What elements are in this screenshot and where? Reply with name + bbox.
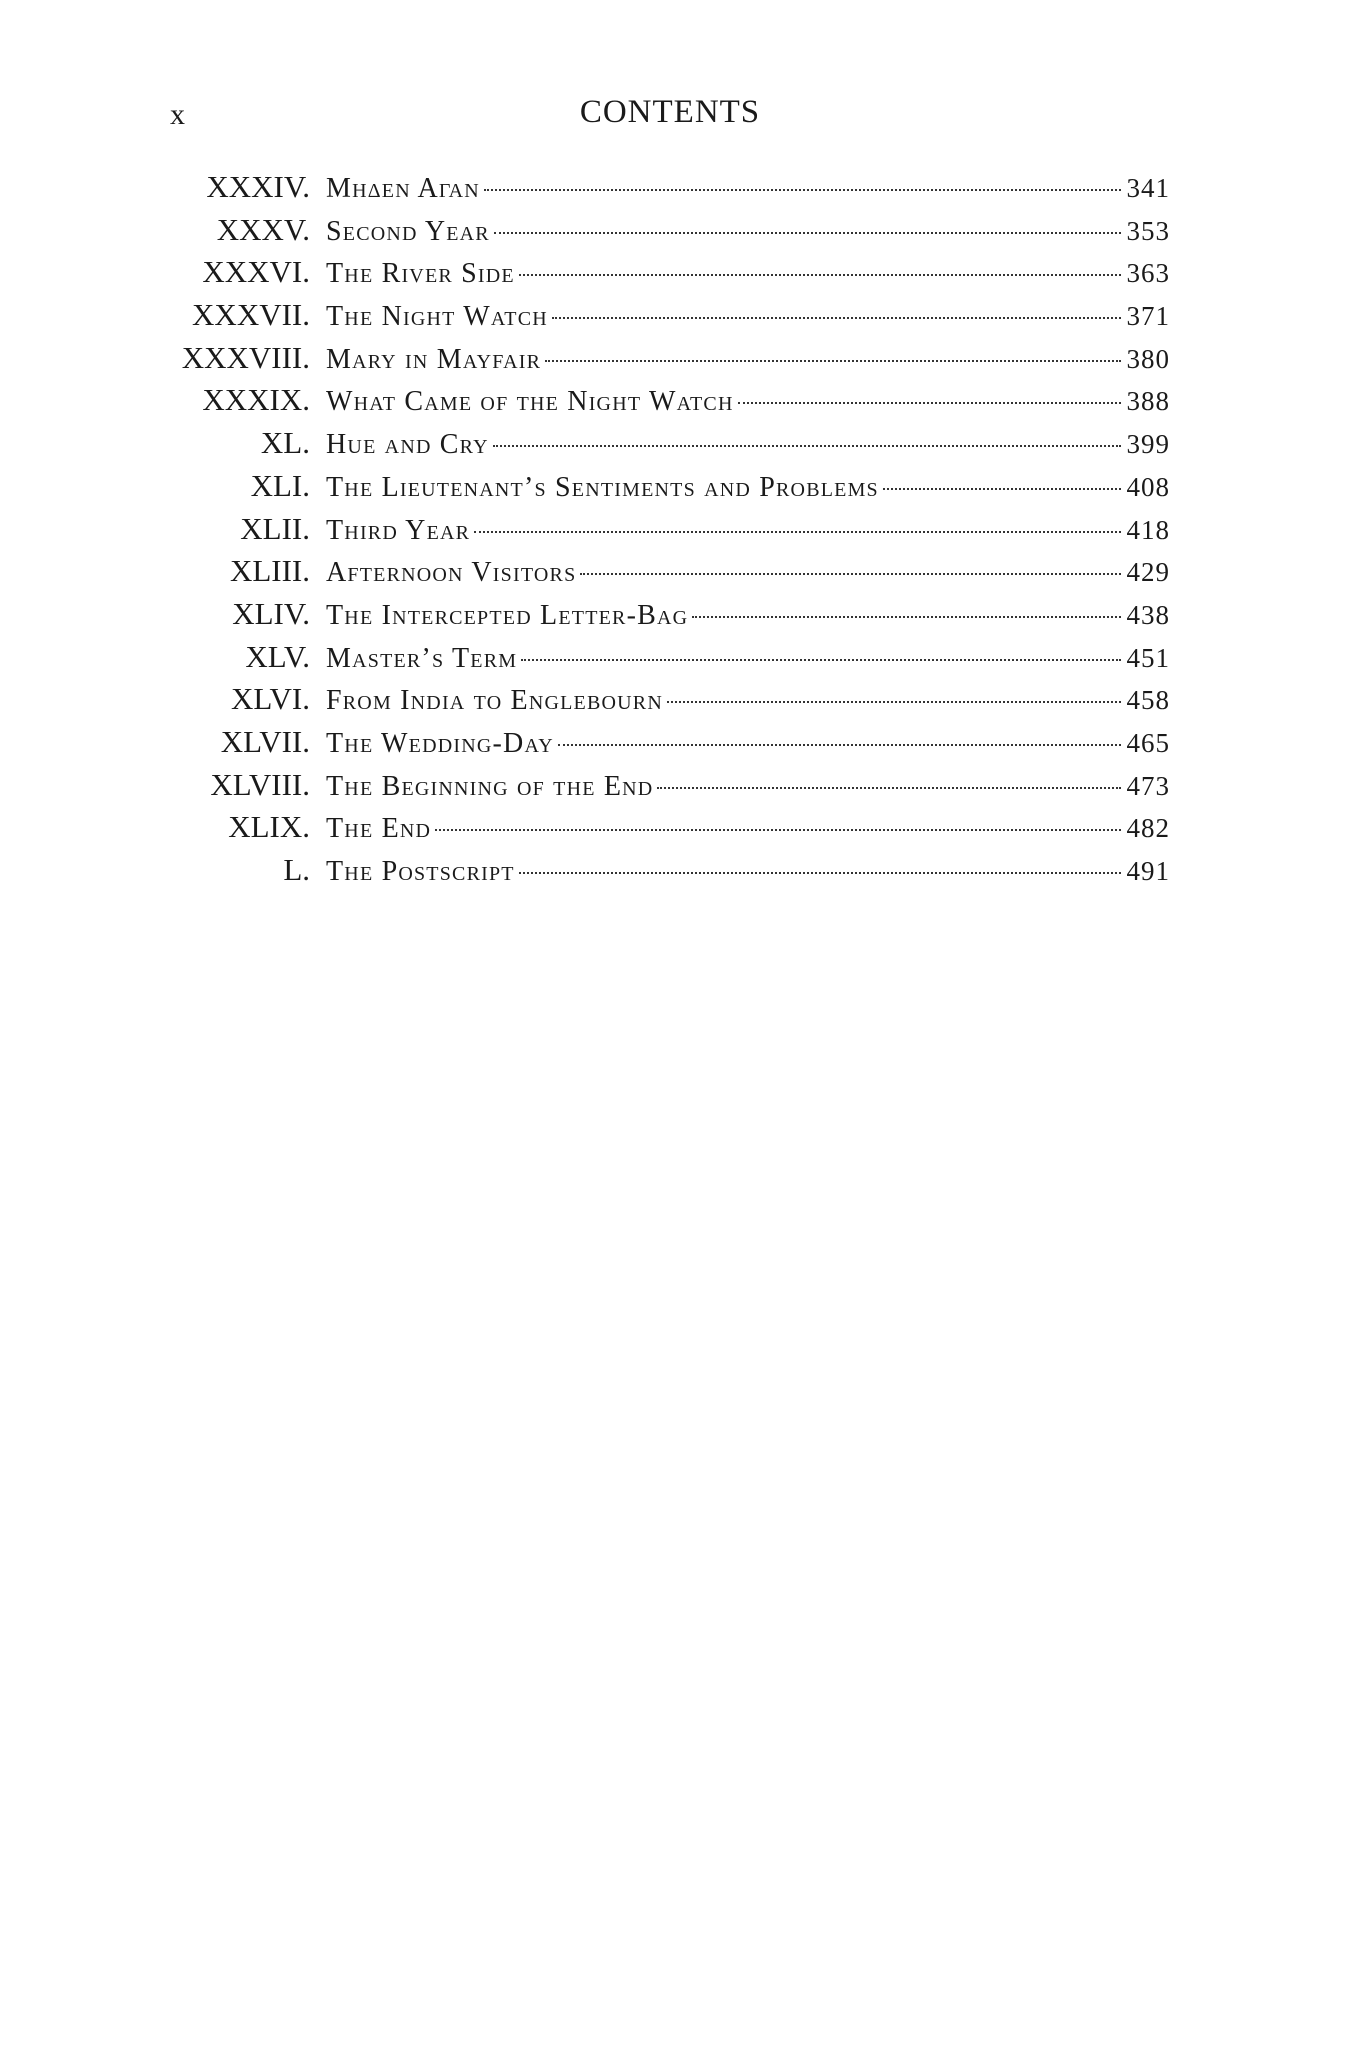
chapter-title[interactable]: Mary in Mayfair [326, 343, 542, 375]
chapter-number: XXXVI. [202, 254, 310, 290]
chapter-title[interactable]: The End [326, 813, 432, 845]
chapter-title[interactable]: The River Side [326, 258, 515, 290]
dot-leader [519, 274, 1121, 276]
chapter-page[interactable]: 482 [1126, 813, 1170, 844]
chapter-number: XXXIX. [202, 382, 310, 418]
chapter-title[interactable]: The Lieutenant’s Sentiments and Problems [326, 471, 879, 503]
chapter-page[interactable]: 353 [1126, 215, 1170, 246]
chapter-title[interactable]: From India to Englebourn [326, 685, 663, 717]
chapter-number: XLV. [245, 638, 310, 674]
chapter-page[interactable]: 438 [1126, 599, 1170, 630]
chapter-title[interactable]: The Postscript [326, 856, 515, 887]
chapter-page[interactable]: 451 [1126, 642, 1170, 673]
chapter-number: XLVII. [220, 723, 310, 759]
dot-leader [883, 488, 1121, 490]
toc-entry[interactable] [150, 849, 1170, 892]
chapter-page[interactable]: 418 [1126, 514, 1170, 545]
dot-leader [692, 616, 1120, 618]
chapter-title[interactable]: The Wedding-Day [326, 727, 554, 759]
toc-entry[interactable] [150, 721, 1170, 764]
chapter-number: XLIX. [228, 809, 310, 845]
chapter-number: XXXV. [216, 211, 310, 247]
dot-leader [519, 872, 1121, 874]
chapter-title[interactable]: Μηδεν Αγαν [326, 173, 480, 204]
toc-entry[interactable] [150, 806, 1170, 849]
chapter-number: XXXIV. [206, 169, 310, 204]
chapter-page[interactable]: 473 [1126, 770, 1170, 801]
chapter-page[interactable]: 408 [1126, 471, 1170, 502]
chapter-number: XLVI. [231, 681, 310, 717]
toc-entry[interactable] [150, 166, 1170, 209]
chapter-page[interactable]: 458 [1126, 685, 1170, 716]
toc-entry[interactable] [150, 764, 1170, 807]
dot-leader [521, 659, 1120, 661]
page-number: x [170, 98, 185, 131]
dot-leader [558, 744, 1121, 746]
chapter-title[interactable]: What Came of the Night Watch [326, 386, 734, 418]
chapter-page[interactable]: 371 [1126, 301, 1170, 332]
dot-leader [657, 787, 1120, 789]
dot-leader [738, 402, 1121, 404]
chapter-title[interactable]: Hue and Cry [326, 429, 489, 461]
chapter-title[interactable]: Afternoon Visitors [326, 557, 577, 589]
toc-entry[interactable] [150, 251, 1170, 294]
table-of-contents [150, 166, 1170, 892]
chapter-page[interactable]: 429 [1126, 557, 1170, 588]
chapter-title[interactable]: The Intercepted Letter-Bag [326, 599, 689, 631]
toc-entry[interactable] [150, 337, 1170, 380]
dot-leader [667, 701, 1121, 703]
page-header [170, 94, 1170, 144]
dot-leader [493, 445, 1121, 447]
chapter-number: XLII. [240, 510, 310, 546]
chapter-number: XXXVII. [192, 297, 310, 333]
chapter-title[interactable]: Third Year [326, 514, 471, 546]
chapter-title[interactable]: Second Year [326, 215, 490, 247]
chapter-title[interactable]: The Beginning of the End [326, 770, 654, 802]
chapter-title[interactable]: Master’s Term [326, 642, 518, 674]
toc-entry[interactable] [150, 294, 1170, 337]
toc-entry[interactable] [150, 593, 1170, 636]
toc-entry[interactable] [150, 209, 1170, 252]
toc-entry[interactable] [150, 379, 1170, 422]
dot-leader [552, 317, 1121, 319]
toc-entry[interactable] [150, 636, 1170, 679]
chapter-number: XLI. [250, 467, 310, 503]
chapter-number: L. [283, 852, 310, 887]
toc-entry[interactable] [150, 550, 1170, 593]
dot-leader [494, 232, 1121, 234]
running-head: CONTENTS [579, 94, 761, 130]
dot-leader [474, 531, 1120, 533]
chapter-number: XLIII. [229, 553, 310, 589]
dot-leader [545, 360, 1120, 362]
chapter-page[interactable]: 399 [1126, 429, 1170, 460]
toc-entry[interactable] [150, 678, 1170, 721]
dot-leader [435, 829, 1120, 831]
toc-entry[interactable] [150, 422, 1170, 465]
chapter-page[interactable]: 341 [1126, 173, 1170, 203]
toc-entry[interactable] [150, 508, 1170, 551]
chapter-number: XXXVIII. [181, 339, 310, 375]
chapter-title[interactable]: The Night Watch [326, 301, 548, 333]
chapter-page[interactable]: 388 [1126, 386, 1170, 417]
chapter-page[interactable]: 491 [1126, 856, 1170, 886]
chapter-page[interactable]: 380 [1126, 343, 1170, 374]
chapter-number: XLVIII. [210, 766, 310, 802]
chapter-page[interactable]: 363 [1126, 258, 1170, 289]
dot-leader [580, 573, 1120, 575]
dot-leader [484, 189, 1121, 191]
chapter-number: XLIV. [232, 595, 310, 631]
chapter-page[interactable]: 465 [1126, 727, 1170, 758]
chapter-number: XL. [260, 425, 310, 461]
toc-entry[interactable] [150, 465, 1170, 508]
